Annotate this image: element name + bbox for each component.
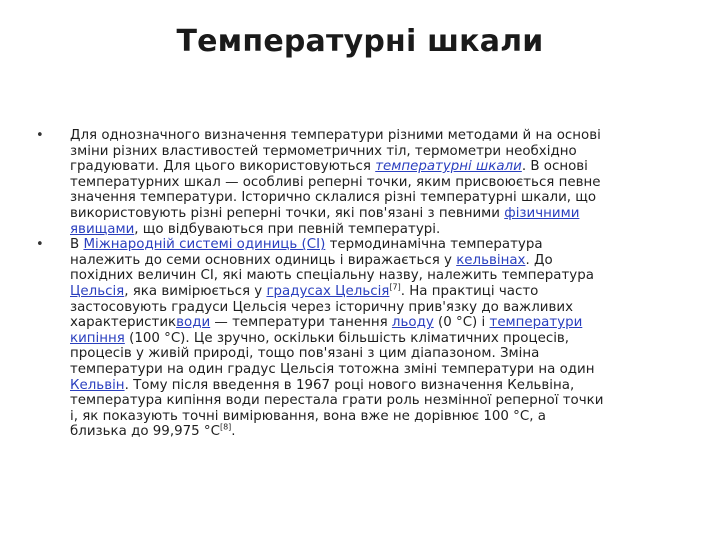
bullet-dot-icon: • — [36, 128, 44, 143]
link-si-system[interactable]: Міжнародній системі одиниць (СІ) — [83, 237, 326, 253]
footnote-ref-7[interactable]: [7] — [389, 282, 401, 292]
text-run: — температури танення — [210, 315, 392, 331]
bullet-dot-icon: • — [36, 237, 44, 253]
text-run: . На практиці часто застосовують градуси Цельсія через історичну прив'язку до важливих характеристик — [70, 283, 574, 331]
bullet-item-1 — [36, 128, 606, 237]
link-physical-phenomena[interactable]: фізичними явищами — [70, 205, 580, 237]
link-degrees-celsius[interactable]: градусах Цельсія — [266, 283, 390, 299]
link-water[interactable]: води — [176, 315, 211, 331]
text-run: Для однозначного визначення температури різними методами й на основі зміни різних властивостей термометричних тіл, термометри необхідно градуювати. Для цього використовуються — [70, 128, 601, 175]
link-kelvins[interactable]: кельвінах — [456, 252, 526, 268]
footnote-ref-8[interactable]: [8] — [219, 422, 232, 432]
link-temperature-scales[interactable]: температурні шкали — [375, 159, 522, 175]
text-run: термодинамічна температура належить до семи основних одиниць і виражається у — [70, 237, 543, 268]
link-celsius[interactable]: Цельсія — [70, 283, 125, 299]
text-run: . В основі температурних шкал — особливі реперні точки, яким присвоюється певне значення температури. Історично склалися різні температурні шкали, що використовують різні реперні точки, які пов'язані з певними — [70, 159, 601, 221]
bullet-item-2 — [36, 237, 606, 440]
text-run: В — [70, 237, 84, 253]
link-boiling-temperature[interactable]: температури кипіння — [70, 315, 583, 346]
bullet-list — [36, 128, 606, 440]
text-run: (100 °C). Це зручно, оскільки більшість кліматичних процесів, процесів у живій природі, тощо пов'язані з цим діапазоном. Зміна температури на один градус Цельсія тотожна зміні температури на один — [70, 330, 595, 377]
slide-title: Температурні шкали — [176, 24, 544, 59]
text-run: (0 °C) і — [433, 315, 490, 331]
text-run: . Тому після введення в 1967 році нового визначення Кельвіна, температура кипіння води перестала грати роль незмінної реперної точки і, як показують точні вимірювання, вона вже не дорівнює 100 °C, а близька до 99,975 °C — [70, 377, 604, 440]
text-run: , що відбуваються при певній температурі. — [134, 221, 441, 237]
text-run: , яка вимірюється у — [124, 283, 267, 299]
text-run: . До похідних величин СІ, які мають спеціальну назву, належить температура — [70, 252, 594, 284]
link-ice[interactable]: льоду — [391, 315, 434, 331]
text-run: . — [231, 424, 236, 440]
link-kelvin[interactable]: Кельвін — [70, 377, 125, 393]
